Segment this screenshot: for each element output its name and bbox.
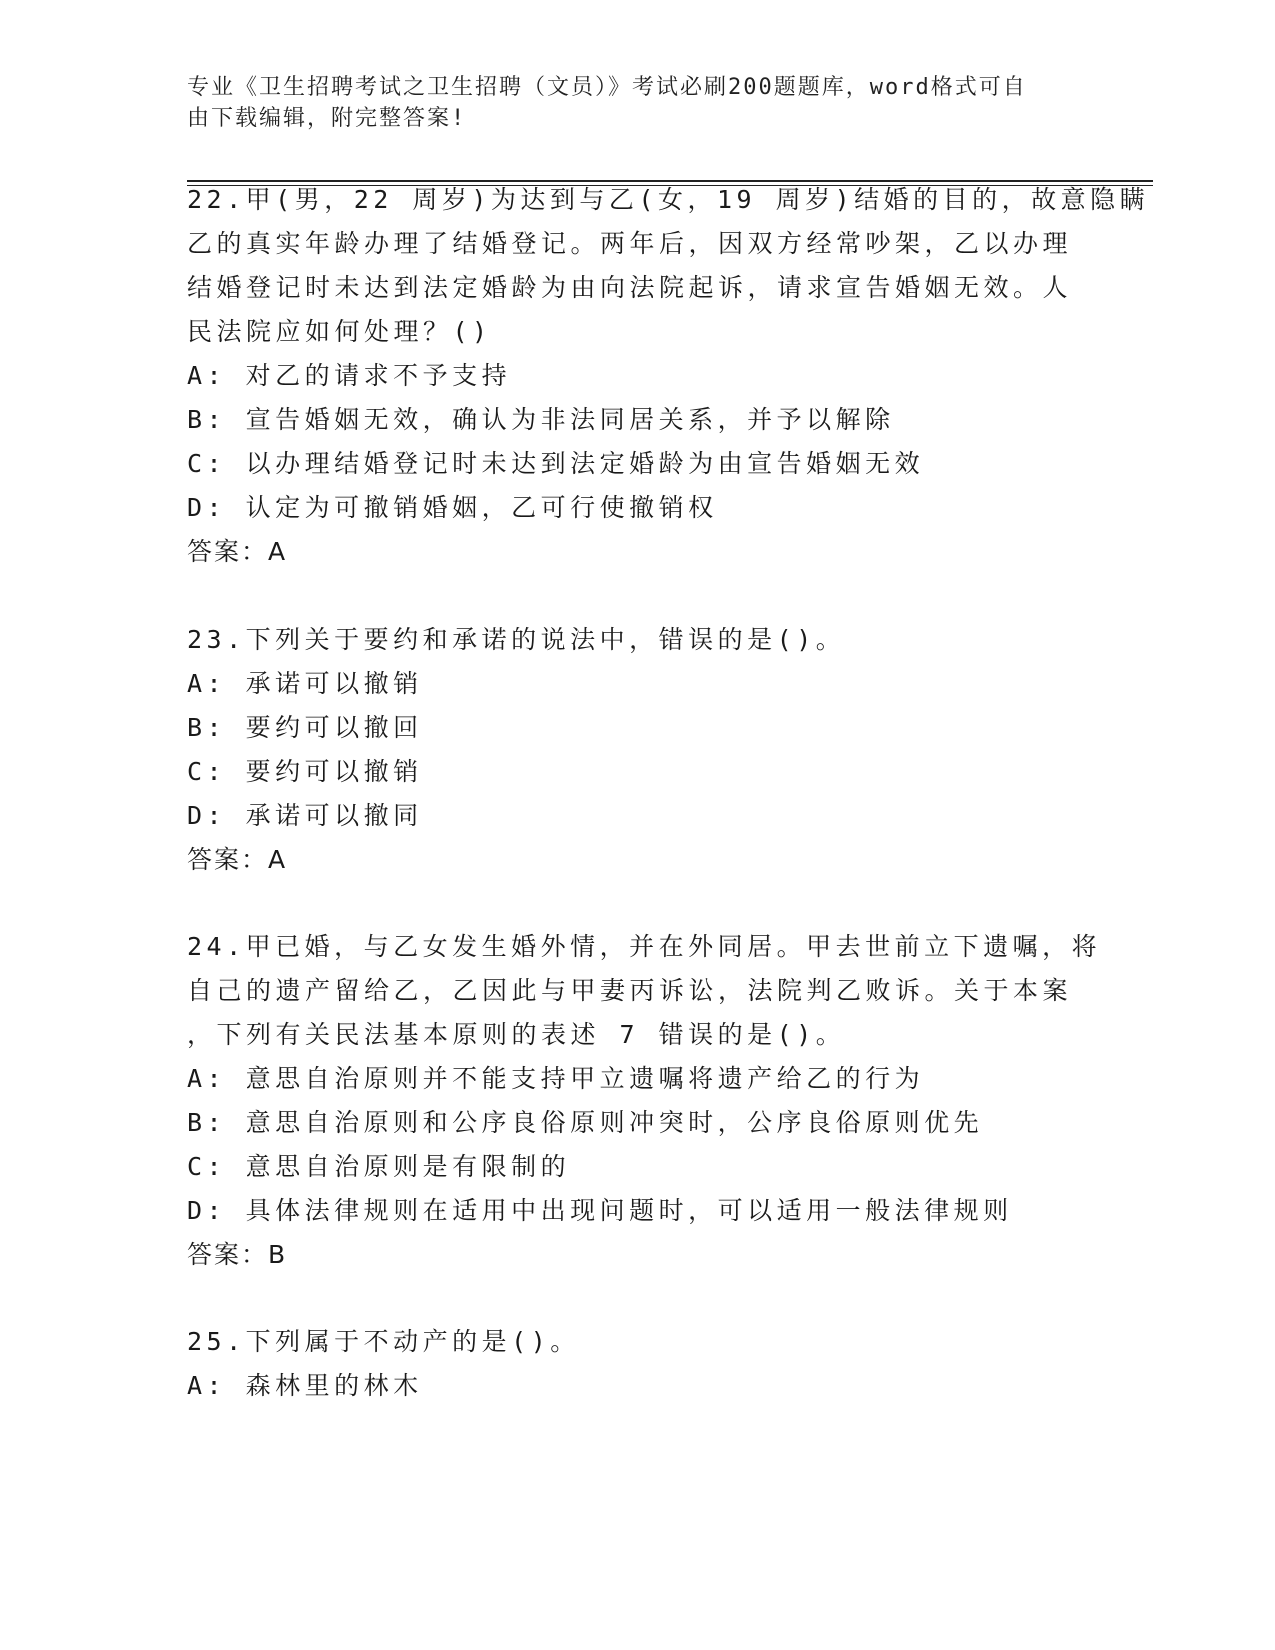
question-22-option-d: D: 认定为可撤销婚姻，乙可行使撤销权 <box>187 493 718 522</box>
question-23-answer: 答案：A <box>187 845 288 874</box>
question-22-option-b: B: 宣告婚姻无效，确认为非法同居关系，并予以解除 <box>187 405 895 434</box>
question-24-answer: 答案：B <box>187 1240 288 1269</box>
question-24-stem-line-2: 自己的遗产留给乙，乙因此与甲妻丙诉讼，法院判乙败诉。关于本案 <box>187 976 1073 1005</box>
question-24-stem-line-3: ，下列有关民法基本原则的表述 7 错误的是()。 <box>187 1020 846 1049</box>
question-22-stem-line-3: 结婚登记时未达到法定婚龄为由向法院起诉，请求宣告婚姻无效。人 <box>187 273 1073 302</box>
question-22-stem-line-1: 22.甲(男，22 周岁)为达到与乙(女，19 周岁)结婚的目的，故意隐瞒 <box>187 185 1150 214</box>
question-23-option-d: D: 承诺可以撤同 <box>187 801 423 830</box>
question-24-option-d: D: 具体法律规则在适用中出现问题时，可以适用一般法律规则 <box>187 1196 1013 1225</box>
question-24-stem-line-1: 24.甲已婚，与乙女发生婚外情，并在外同居。甲去世前立下遗嘱，将 <box>187 932 1102 961</box>
question-24-option-a: A: 意思自治原则并不能支持甲立遗嘱将遗产给乙的行为 <box>187 1064 925 1093</box>
question-22-answer: 答案：A <box>187 537 288 566</box>
question-22-stem-line-4: 民法院应如何处理？() <box>187 317 492 346</box>
header-line-1: 专业《卫生招聘考试之卫生招聘（文员）》考试必刷200题题库，word格式可自 <box>187 75 1027 100</box>
header-divider-thick <box>187 180 1153 182</box>
question-25-option-a: A: 森林里的林木 <box>187 1371 423 1400</box>
question-22-option-a: A: 对乙的请求不予支持 <box>187 361 512 390</box>
question-22-stem-line-2: 乙的真实年龄办理了结婚登记。两年后，因双方经常吵架，乙以办理 <box>187 229 1073 258</box>
question-22-option-c: C: 以办理结婚登记时未达到法定婚龄为由宣告婚姻无效 <box>187 449 925 478</box>
question-25-stem-line-1: 25.下列属于不动产的是()。 <box>187 1327 580 1356</box>
header-line-2: 由下载编辑，附完整答案! <box>187 106 467 131</box>
document-header <box>187 72 1067 134</box>
question-24-option-c: C: 意思自治原则是有限制的 <box>187 1152 571 1181</box>
question-23-option-b: B: 要约可以撤回 <box>187 713 423 742</box>
question-23-stem-line-1: 23.下列关于要约和承诺的说法中，错误的是()。 <box>187 625 846 654</box>
question-23-option-a: A: 承诺可以撤销 <box>187 669 423 698</box>
question-23-option-c: C: 要约可以撤销 <box>187 757 423 786</box>
question-24-option-b: B: 意思自治原则和公序良俗原则冲突时，公序良俗原则优先 <box>187 1108 984 1137</box>
